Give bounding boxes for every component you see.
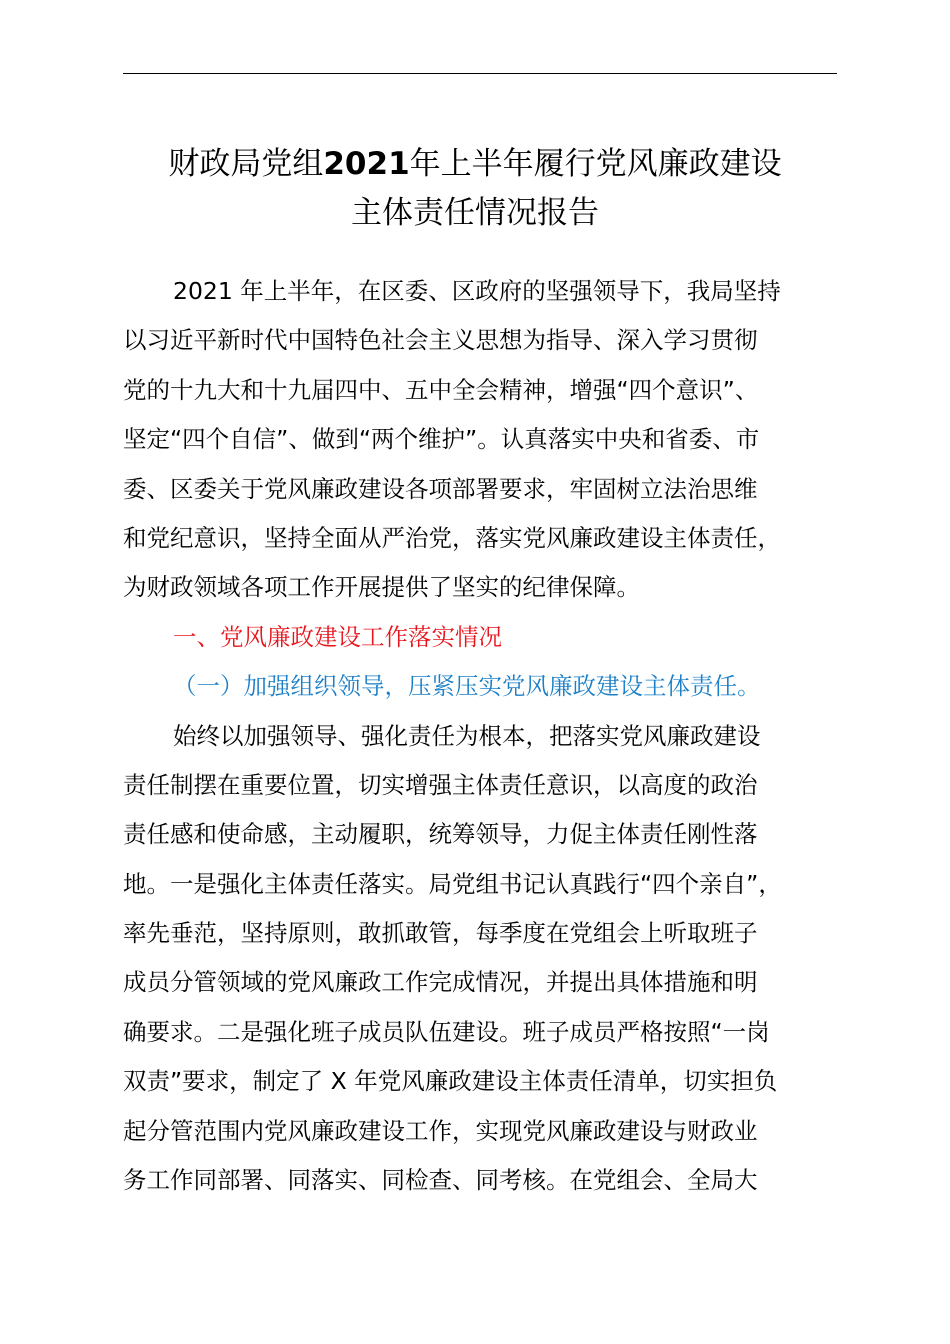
document-title-line-1 [90,144,860,184]
title-year: 2021 [323,146,410,182]
body-line: 双责”要求，制定了 X 年党风廉政建设主体责任清单，切实担负 [123,1067,778,1096]
subsection-heading: （一）加强组织领导，压紧压实党风廉政建设主体责任。 [173,672,761,701]
body-line: 起分管范围内党风廉政建设工作，实现党风廉政建设与财政业 [123,1116,758,1145]
body-line: 责任感和使命感，主动履职，统筹领导，力促主体责任刚性落 [123,820,758,849]
body-line: 和党纪意识，坚持全面从严治党，落实党风廉政建设主体责任， [123,523,781,552]
body-line: 委、区委关于党风廉政建设各项部署要求，牢固树立法治思维 [123,474,758,503]
document-title-line-2: 主体责任情况报告 [351,195,599,231]
body-line: 地。一是强化主体责任落实。局党组书记认真践行“四个亲自”， [123,869,782,898]
body-line: 率先垂范，坚持原则，敢抓敢管，每季度在党组会上听取班子 [123,919,758,948]
body-line: 成员分管领域的党风廉政工作完成情况，并提出具体措施和明 [123,968,758,997]
body-line: 以习近平新时代中国特色社会主义思想为指导、深入学习贯彻 [123,326,758,355]
title-suffix: 年上半年履行党风廉政建设 [409,146,782,182]
body-line: 责任制摆在重要位置，切实增强主体责任意识，以高度的政治 [123,770,758,799]
body-line: 务工作同部署、同落实、同检查、同考核。在党组会、全局大 [123,1166,758,1195]
body-line: 确要求。二是强化班子成员队伍建设。班子成员严格按照“一岗 [123,1017,770,1046]
body-line: 始终以加强领导、强化责任为根本，把落实党风廉政建设 [173,721,761,750]
body-line: 党的十九大和十九届四中、五中全会精神，增强“四个意识”、 [123,375,759,404]
body-line: 2021 年上半年，在区委、区政府的坚强领导下，我局坚持 [173,277,781,305]
document-body [123,267,863,1205]
title-prefix: 财政局党组 [168,146,324,182]
body-line: 为财政领域各项工作开展提供了坚实的纪律保障。 [123,573,640,602]
section-heading: 一、党风廉政建设工作落实情况 [173,622,502,651]
top-rule [123,73,837,74]
body-line: 坚定“四个自信”、做到“两个维护”。认真落实中央和省委、市 [123,425,760,454]
